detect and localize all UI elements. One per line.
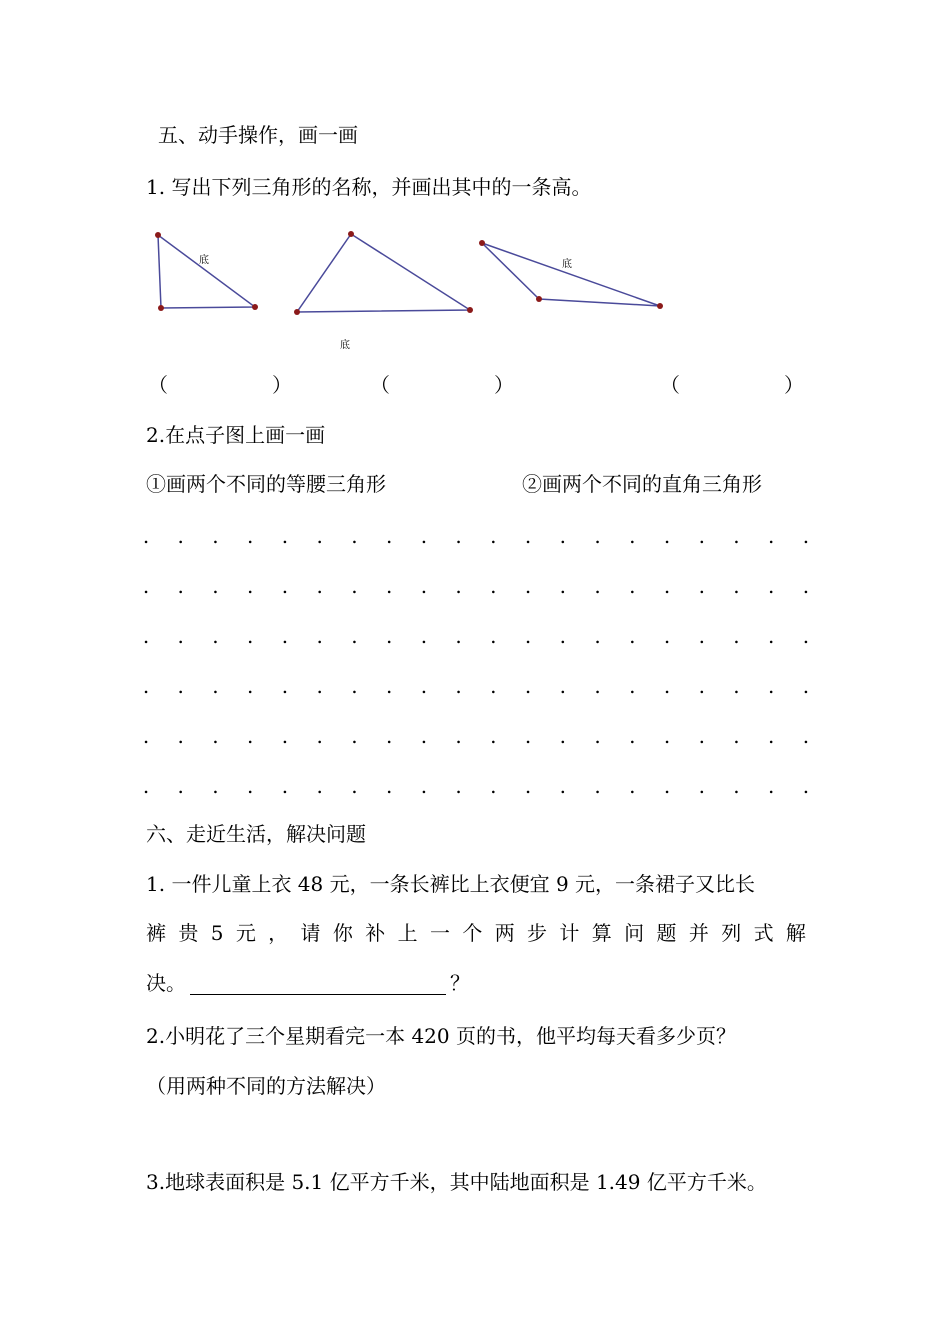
problem-1-char: 解 — [785, 921, 806, 945]
base-label-3: 底 — [562, 259, 572, 270]
dot-row — [136, 776, 816, 796]
triangles-figure — [0, 0, 950, 360]
grid-dot[interactable]: . — [385, 674, 393, 698]
answer-paren-3-open: （ — [660, 373, 680, 397]
question-2: 2.在点子图上画一画 — [146, 423, 326, 447]
grid-dot[interactable]: . — [629, 774, 636, 798]
grid-dot[interactable]: . — [524, 524, 532, 548]
grid-dot[interactable]: . — [768, 524, 775, 548]
grid-dot[interactable]: . — [455, 674, 462, 698]
problem-1-line3 — [146, 971, 470, 995]
answer-paren-3-close: ） — [784, 373, 804, 397]
problem-1-char: 列 — [721, 921, 742, 945]
grid-dot[interactable]: . — [212, 524, 219, 548]
grid-dot[interactable]: . — [351, 774, 358, 798]
grid-dot[interactable]: . — [733, 724, 740, 748]
problem-1-char: 步 — [527, 921, 548, 945]
grid-dot[interactable]: . — [420, 624, 428, 648]
problem-1-char: 式 — [753, 921, 774, 945]
grid-dot[interactable]: . — [802, 674, 810, 698]
problem-1-char: 补 — [365, 921, 386, 945]
grid-dot[interactable]: . — [663, 574, 671, 598]
grid-dot[interactable]: . — [802, 774, 810, 798]
grid-dot[interactable]: . — [281, 524, 289, 548]
problem-1-char: 裤 — [146, 921, 166, 945]
grid-dot[interactable]: . — [663, 524, 671, 548]
grid-dot[interactable]: . — [733, 774, 740, 798]
question-1: 1. 写出下列三角形的名称，并画出其中的一条高。 — [146, 175, 592, 199]
grid-dot[interactable]: . — [247, 774, 254, 798]
problem-1-char: 你 — [332, 921, 353, 945]
problem-1-line1: 1. 一件儿童上衣 48 元，一条长裤比上衣便宜 9 元，一条裙子又比长 — [146, 872, 756, 896]
grid-dot[interactable]: . — [490, 624, 497, 648]
grid-dot[interactable]: . — [698, 724, 705, 748]
answer-blank[interactable] — [190, 974, 446, 995]
grid-dot[interactable]: . — [247, 624, 254, 648]
grid-dot[interactable]: . — [351, 724, 358, 748]
grid-dot[interactable]: . — [177, 524, 184, 548]
grid-dot[interactable]: . — [490, 724, 497, 748]
grid-dot[interactable]: . — [385, 624, 393, 648]
grid-dot[interactable]: . — [559, 724, 566, 748]
answer-paren-2-open: （ — [370, 373, 390, 397]
grid-dot[interactable]: . — [594, 774, 601, 798]
grid-dot[interactable]: . — [768, 624, 775, 648]
problem-1-line2 — [146, 921, 806, 945]
grid-dot[interactable]: . — [559, 624, 566, 648]
grid-dot[interactable]: . — [142, 624, 150, 648]
grid-dot[interactable]: . — [768, 724, 775, 748]
problem-1-char: 上 — [397, 921, 418, 945]
grid-dot[interactable]: . — [733, 524, 740, 548]
grid-dot[interactable]: . — [663, 724, 671, 748]
grid-dot[interactable]: . — [629, 574, 636, 598]
grid-dot[interactable]: . — [559, 574, 566, 598]
grid-dot[interactable]: . — [594, 674, 601, 698]
grid-dot[interactable]: . — [698, 674, 705, 698]
answer-paren-1-close: ） — [272, 373, 292, 397]
grid-dot[interactable]: . — [212, 774, 219, 798]
grid-dot[interactable]: . — [247, 574, 254, 598]
problem-3: 3.地球表面积是 5.1 亿平方千米，其中陆地面积是 1.49 亿平方千米。 — [146, 1170, 767, 1194]
problem-1-char: 并 — [688, 921, 709, 945]
grid-dot[interactable]: . — [247, 674, 254, 698]
grid-dot[interactable]: . — [351, 524, 358, 548]
triangle-right — [155, 232, 258, 311]
grid-dot[interactable]: . — [281, 624, 289, 648]
section6-title: 六、走近生活，解决问题 — [146, 822, 366, 846]
grid-dot[interactable]: . — [455, 774, 462, 798]
grid-dot[interactable]: . — [420, 674, 428, 698]
grid-dot[interactable]: . — [733, 624, 740, 648]
grid-dot[interactable]: . — [351, 574, 358, 598]
grid-dot[interactable]: . — [490, 774, 497, 798]
grid-dot[interactable]: . — [212, 624, 219, 648]
grid-dot[interactable]: . — [524, 724, 532, 748]
problem-1-char: 请 — [300, 921, 321, 945]
grid-dot[interactable]: . — [281, 724, 289, 748]
answer-paren-2-close: ） — [494, 373, 514, 397]
dot-row — [136, 626, 816, 646]
grid-dot[interactable]: . — [455, 724, 462, 748]
problem-1-char: 5 — [210, 921, 224, 945]
grid-dot[interactable]: . — [420, 774, 428, 798]
grid-dot[interactable]: . — [177, 724, 184, 748]
dot-row — [136, 526, 816, 546]
grid-dot[interactable]: . — [768, 774, 775, 798]
problem-2-line2: （用两种不同的方法解决） — [146, 1074, 386, 1098]
problem-1-char: 题 — [656, 921, 677, 945]
grid-dot[interactable]: . — [802, 724, 810, 748]
grid-dot[interactable]: . — [316, 674, 323, 698]
base-label-2: 底 — [340, 340, 350, 351]
grid-dot[interactable]: . — [663, 624, 671, 648]
grid-dot[interactable]: . — [385, 524, 393, 548]
grid-dot[interactable]: . — [142, 574, 150, 598]
grid-dot[interactable]: . — [177, 574, 184, 598]
triangle-obtuse — [479, 240, 663, 309]
grid-dot[interactable]: . — [385, 774, 393, 798]
question-2-part1: ①画两个不同的等腰三角形 — [146, 472, 386, 496]
grid-dot[interactable]: . — [768, 574, 775, 598]
problem-1-char: 问 — [624, 921, 645, 945]
grid-dot[interactable]: . — [629, 624, 636, 648]
problem-1-line3-end: ？ — [450, 971, 470, 995]
grid-dot[interactable]: . — [316, 724, 323, 748]
grid-dot[interactable]: . — [420, 724, 428, 748]
grid-dot[interactable]: . — [316, 624, 323, 648]
section5-title: 五、动手操作，画一画 — [158, 123, 358, 147]
grid-dot[interactable]: . — [281, 574, 289, 598]
grid-dot[interactable]: . — [524, 574, 532, 598]
grid-dot[interactable]: . — [663, 674, 671, 698]
grid-dot[interactable]: . — [281, 674, 289, 698]
grid-dot[interactable]: . — [490, 524, 497, 548]
grid-dot[interactable]: . — [490, 674, 497, 698]
grid-dot[interactable]: . — [629, 674, 636, 698]
problem-1-char: 计 — [559, 921, 580, 945]
grid-dot[interactable]: . — [524, 674, 532, 698]
grid-dot[interactable]: . — [385, 724, 393, 748]
grid-dot[interactable]: . — [281, 774, 289, 798]
grid-dot[interactable]: . — [594, 574, 601, 598]
problem-1-char: 元 — [235, 921, 256, 945]
triangle-acute — [294, 231, 473, 351]
grid-dot[interactable]: . — [177, 674, 184, 698]
problem-1-char: 个 — [462, 921, 483, 945]
dot-row — [136, 576, 816, 596]
answer-paren-1-open: （ — [148, 373, 168, 397]
grid-dot[interactable]: . — [490, 574, 497, 598]
problem-1-line3-start: 决。 — [146, 971, 186, 995]
grid-dot[interactable]: . — [316, 524, 323, 548]
grid-dot[interactable]: . — [698, 774, 705, 798]
grid-dot[interactable]: . — [559, 524, 566, 548]
grid-dot[interactable]: . — [212, 724, 219, 748]
grid-dot[interactable]: . — [247, 724, 254, 748]
grid-dot[interactable]: . — [420, 524, 428, 548]
grid-dot[interactable]: . — [629, 724, 636, 748]
problem-1-char: 贵 — [178, 921, 199, 945]
grid-dot[interactable]: . — [351, 624, 358, 648]
grid-dot[interactable]: . — [247, 524, 254, 548]
dot-row — [136, 676, 816, 696]
problem-1-char: 算 — [591, 921, 612, 945]
grid-dot[interactable]: . — [629, 524, 636, 548]
grid-dot[interactable]: . — [559, 674, 566, 698]
grid-dot[interactable]: . — [698, 524, 705, 548]
dot-row — [136, 726, 816, 746]
grid-dot[interactable]: . — [594, 524, 601, 548]
grid-dot[interactable]: . — [177, 624, 184, 648]
grid-dot[interactable]: . — [316, 574, 323, 598]
grid-dot[interactable]: . — [455, 574, 462, 598]
grid-dot[interactable]: . — [698, 624, 705, 648]
grid-dot[interactable]: . — [385, 574, 393, 598]
grid-dot[interactable]: . — [802, 624, 810, 648]
problem-1-char: ， — [268, 921, 289, 945]
grid-dot[interactable]: . — [455, 624, 462, 648]
grid-dot[interactable]: . — [420, 574, 428, 598]
grid-dot[interactable]: . — [733, 574, 740, 598]
grid-dot[interactable]: . — [142, 674, 150, 698]
base-label-1: 底 — [199, 255, 209, 266]
grid-dot[interactable]: . — [142, 774, 150, 798]
grid-dot[interactable]: . — [524, 624, 532, 648]
problem-1-char: 两 — [494, 921, 515, 945]
grid-dot[interactable]: . — [733, 674, 740, 698]
grid-dot[interactable]: . — [559, 774, 566, 798]
grid-dot[interactable]: . — [594, 724, 601, 748]
grid-dot[interactable]: . — [455, 524, 462, 548]
grid-dot[interactable]: . — [802, 524, 810, 548]
grid-dot[interactable]: . — [316, 774, 323, 798]
question-2-part2: ②画两个不同的直角三角形 — [522, 472, 762, 496]
grid-dot[interactable]: . — [802, 574, 810, 598]
grid-dot[interactable]: . — [212, 674, 219, 698]
problem-2-line1: 2.小明花了三个星期看完一本 420 页的书，他平均每天看多少页？ — [146, 1024, 736, 1048]
problem-1-char: 一 — [429, 921, 450, 945]
grid-dot[interactable]: . — [142, 724, 150, 748]
grid-dot[interactable]: . — [768, 674, 775, 698]
grid-dot[interactable]: . — [212, 574, 219, 598]
grid-dot[interactable]: . — [594, 624, 601, 648]
grid-dot[interactable]: . — [663, 774, 671, 798]
grid-dot[interactable]: . — [177, 774, 184, 798]
grid-dot[interactable]: . — [698, 574, 705, 598]
grid-dot[interactable]: . — [524, 774, 532, 798]
grid-dot[interactable]: . — [142, 524, 150, 548]
grid-dot[interactable]: . — [351, 674, 358, 698]
